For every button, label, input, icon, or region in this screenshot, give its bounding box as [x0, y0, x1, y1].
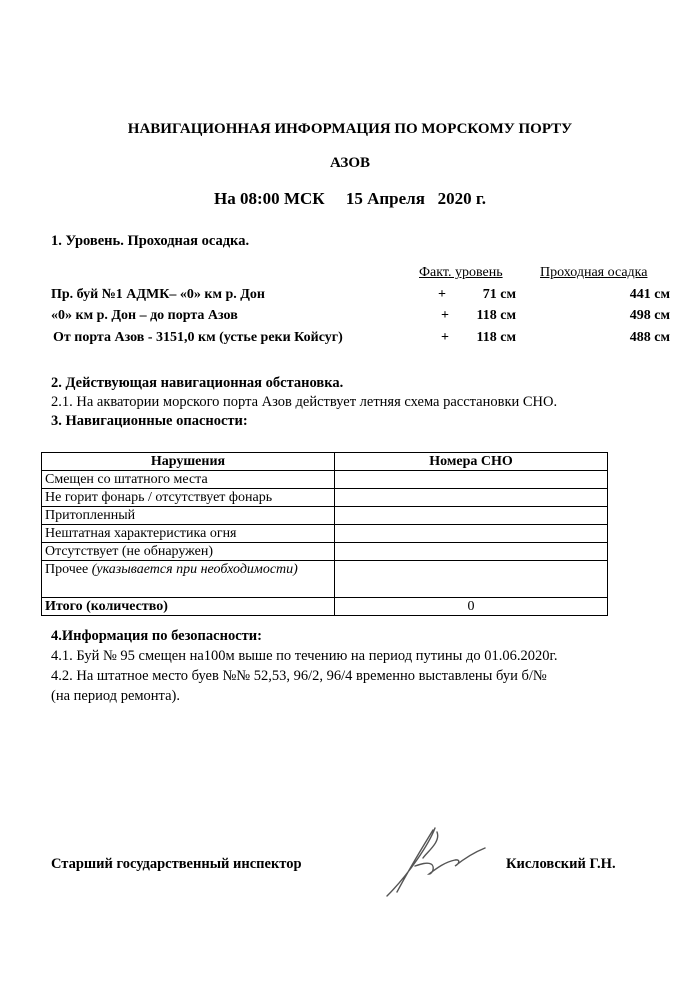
total-label: Итого (количество): [42, 598, 335, 616]
document-title: НАВИГАЦИОННАЯ ИНФОРМАЦИЯ ПО МОРСКОМУ ПОРТУ: [127, 121, 573, 137]
hazards-table: [41, 452, 608, 616]
level-row-draft: 498 см: [629, 308, 670, 323]
level-row-value: 71 см: [482, 287, 516, 302]
table-row: [42, 471, 608, 489]
section-4-heading: 4.Информация по безопасности:: [51, 628, 262, 644]
other-label-cell: [42, 561, 335, 598]
level-row-place: От порта Азов - 3151,0 км (устье реки Койсуг): [53, 330, 343, 345]
level-row-place: Пр. буй №1 АДМК– «0» км р. Дон: [51, 287, 265, 302]
table-row: [42, 507, 608, 525]
level-row-value: 118 см: [476, 308, 516, 323]
violation-value: [335, 471, 608, 489]
level-row-place: «0» км р. Дон – до порта Азов: [51, 308, 238, 323]
table-row: [42, 525, 608, 543]
level-row-draft: 488 см: [629, 330, 670, 345]
level-row-sign: +: [441, 330, 449, 345]
table-header-row: [42, 453, 608, 471]
violation-value: [335, 543, 608, 561]
section-4-paragraph-2: 4.2. На штатное место буев №№ 52,53, 96/2, 96/4 временно выставлены буи б/№: [51, 668, 547, 684]
level-row-sign: +: [438, 287, 446, 302]
section-3-heading: 3. Навигационные опасности:: [51, 413, 248, 429]
level-row-value: 118 см: [476, 330, 516, 345]
timezone: МСК: [283, 189, 325, 208]
report-datetime: [0, 189, 700, 209]
on-label: На: [214, 189, 236, 208]
signer-position: Старший государственный инспектор: [51, 856, 302, 872]
section-4-paragraph-3: (на период ремонта).: [51, 688, 180, 704]
violation-label: Смещен со штатного места: [42, 471, 335, 489]
report-time: 08:00: [240, 189, 280, 208]
other-label: Прочее: [45, 562, 92, 577]
table-row-total: [42, 598, 608, 616]
col-violations-header: Нарушения: [42, 453, 335, 471]
violation-value: [335, 489, 608, 507]
total-value: 0: [335, 598, 608, 616]
table-row: [42, 543, 608, 561]
signer-name: Кисловский Г.Н.: [506, 856, 616, 872]
violation-label: Притопленный: [42, 507, 335, 525]
section-1-heading: 1. Уровень. Проходная осадка.: [51, 233, 250, 249]
signature-image: [375, 822, 490, 902]
section-2-text: 2.1. На акватории морского порта Азов действует летняя схема расстановки СНО.: [51, 394, 558, 410]
col-fact-level-header: Факт. уровень: [419, 265, 503, 280]
table-row-other: [42, 561, 608, 598]
section-2-heading: 2. Действующая навигационная обстановка.: [51, 375, 344, 391]
violation-value: [335, 525, 608, 543]
table-row: [42, 489, 608, 507]
report-year: 2020 г.: [437, 189, 486, 208]
other-note: (указывается при необходимости): [91, 562, 298, 577]
section-4-paragraph-1: 4.1. Буй № 95 смещен на100м выше по течению на период путины до 01.06.2020г.: [51, 648, 558, 664]
col-draft-header: Проходная осадка: [540, 265, 648, 280]
violation-value: [335, 507, 608, 525]
report-date: 15 Апреля: [345, 189, 425, 208]
level-row-draft: 441 см: [629, 287, 670, 302]
violation-label: Не горит фонарь / отсутствует фонарь: [42, 489, 335, 507]
violation-label: Нештатная характеристика огня: [42, 525, 335, 543]
document-subtitle-port: АЗОВ: [329, 155, 371, 171]
level-row-sign: +: [441, 308, 449, 323]
col-sno-numbers-header: Номера СНО: [335, 453, 608, 471]
other-value: [335, 561, 608, 598]
violation-label: Отсутствует (не обнаружен): [42, 543, 335, 561]
